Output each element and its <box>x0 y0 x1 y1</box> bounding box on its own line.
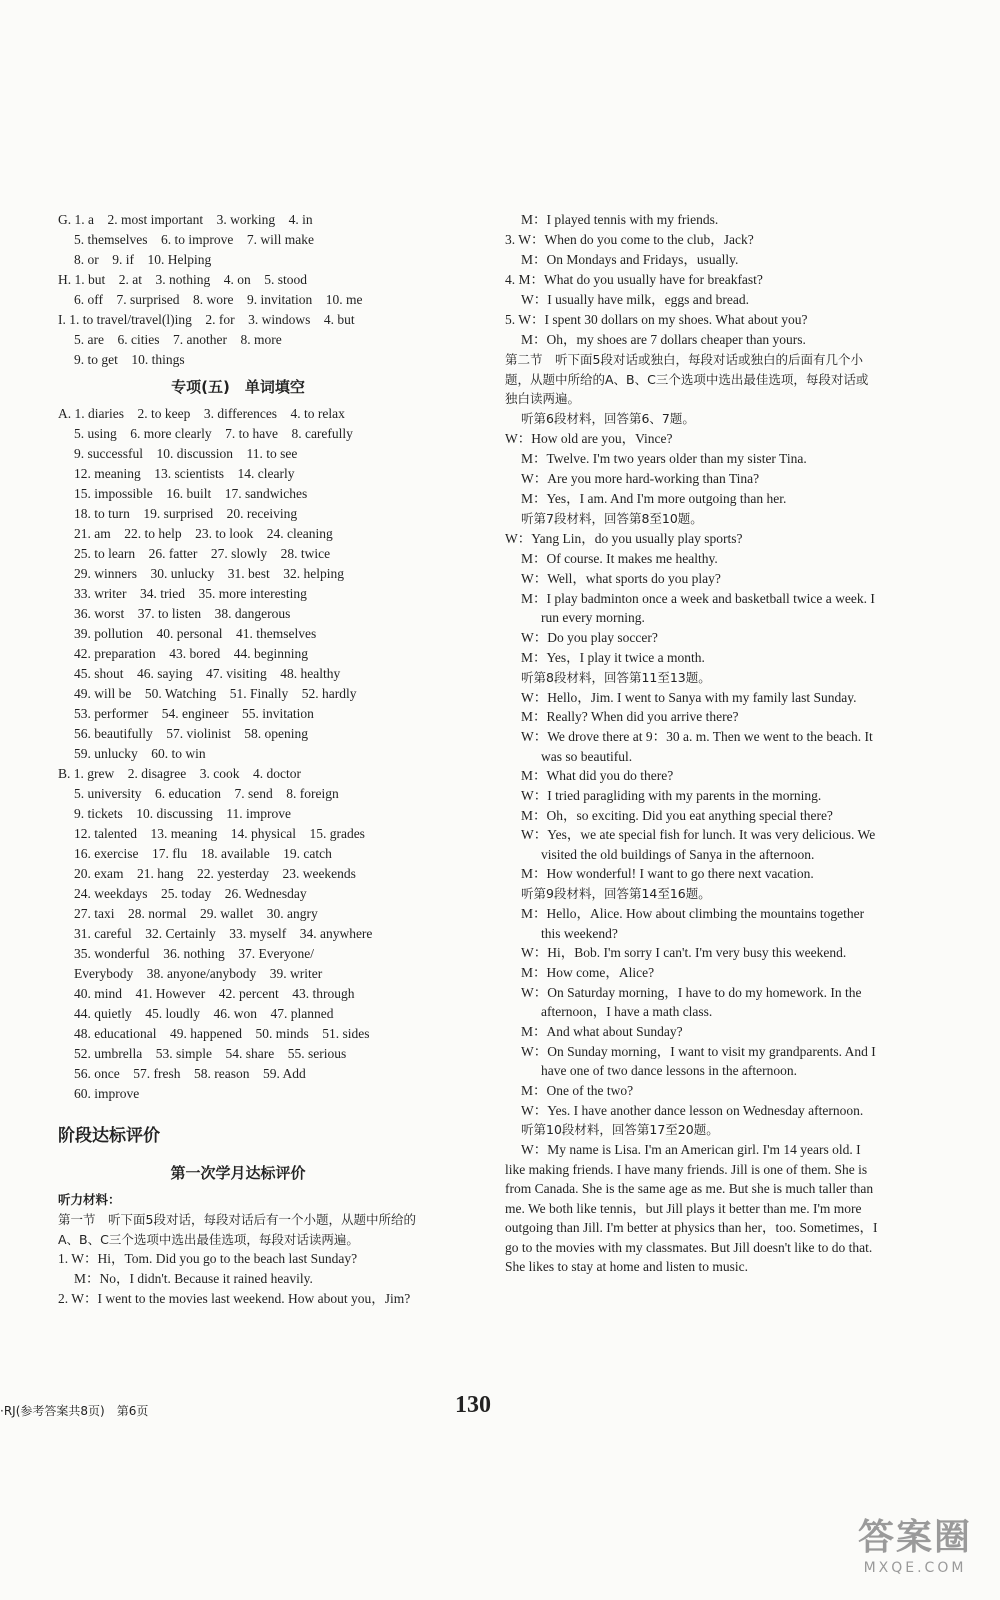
monologue: W：My name is Lisa. I'm an American girl. I'm 14 years old. I like making friends. I have many friends. Jill is one of them. She is from Canada. She is the same age as me. But she is much taller than me. We both like tennis，but Jill plays it better than me. I'm more outgoing than Jill. I'm better at physics than her，too. Sometimes，I go to the movies with my classmates. But Jill doesn't like to do that. She likes to stay at home and listen to music. <box>505 1142 878 1274</box>
list-line: 56. beautifully 57. violinist 58. opening <box>74 726 308 741</box>
list-line: W：Yes. I have another dance lesson on Wednesday afternoon. <box>521 1102 864 1118</box>
dialogue-line: 2. W：I went to the movies last weekend. How about you，Jim? <box>58 1291 411 1306</box>
list-line: 12. talented 13. meaning 14. physical 15. grades <box>74 826 365 841</box>
list-line: 24. weekdays 25. today 26. Wednesday <box>74 886 307 901</box>
answer-line: G. 1. a 2. most important 3. working 4. in <box>58 212 313 227</box>
list-line: 29. winners 30. unlucky 31. best 32. helping <box>74 566 344 581</box>
list-line: M：And what about Sunday? <box>521 1023 683 1039</box>
list-line: 3. W：When do you come to the club，Jack? <box>505 232 754 247</box>
list-line: W：Are you more hard-working than Tina? <box>521 470 760 486</box>
dialogue-line: M：No，I didn't. Because it rained heavily. <box>74 1271 313 1286</box>
page-number: 130 <box>455 1392 491 1418</box>
list-line: M：Yes，I play it twice a month. <box>521 649 705 665</box>
list-line: 56. once 57. fresh 58. reason 59. Add <box>74 1066 306 1081</box>
list-line: 25. to learn 26. fatter 27. slowly 28. twice <box>74 546 331 561</box>
list-line: Everybody 38. anyone/anybody 39. writer <box>74 966 323 981</box>
list-line: W：Well，what sports do you play? <box>521 570 721 586</box>
list-line: M：On Mondays and Fridays，usually. <box>521 252 739 267</box>
chapter-heading: 阶段达标评价 <box>58 1126 160 1146</box>
list-line: M：Twelve. I'm two years older than my sister Tina. <box>521 450 807 466</box>
list-line: M：Really? When did you arrive there? <box>521 709 739 724</box>
answer-line: I. 1. to travel/travel(l)ing 2. for 3. windows 4. but <box>58 312 355 327</box>
answer-line: 5. themselves 6. to improve 7. will make <box>74 232 314 247</box>
list-line: 20. exam 21. hang 22. yesterday 23. weekends <box>74 866 356 881</box>
list-line: 12. meaning 13. scientists 14. clearly <box>74 466 295 481</box>
material-heading: 听第8段材料，回答第11至13题。 <box>521 669 711 685</box>
test-title: 第一次学月达标评价 <box>170 1164 306 1182</box>
material-heading: 听第7段材料，回答第8至10题。 <box>521 510 703 526</box>
list-line: W：Hello，Jim. I went to Sanya with my family last Sunday. <box>521 689 857 705</box>
list-line: 5. university 6. education 7. send 8. foreign <box>74 786 339 801</box>
list-line: 39. pollution 40. personal 41. themselves <box>74 626 317 641</box>
list-line: W：I tried paragliding with my parents in the morning. <box>521 788 822 803</box>
list-line: W：On Saturday morning，I have to do my homework. In the afternoon，I have a math class. <box>521 984 862 1019</box>
answer-line: 9. to get 10. things <box>74 352 185 367</box>
list-line: 15. impossible 16. built 17. sandwiches <box>74 486 308 501</box>
page-footer: ·RJ(参考答案共8页) 第6页 <box>0 1404 149 1418</box>
list-line: 33. writer 34. tried 35. more interesting <box>74 586 307 601</box>
answer-list-b <box>58 764 418 1104</box>
list-line: W：Yang Lin，do you usually play sports? <box>505 530 743 546</box>
list-line: 52. umbrella 53. simple 54. share 55. serious <box>74 1046 347 1061</box>
answer-list-a <box>58 404 418 764</box>
listening-label: 听力材料： <box>58 1192 121 1207</box>
list-line: M：One of the two? <box>521 1082 634 1098</box>
section-instruction: 第一节 听下面5段对话，每段对话后有一个小题，从题中所给的A、B、C三个选项中选出最佳选项，每段对话读两遍。 <box>58 1212 416 1247</box>
list-line: W：We drove there at 9：30 a. m. Then we went to the beach. It was so beautiful. <box>521 729 873 764</box>
list-line: M：Oh，my shoes are 7 dollars cheaper than yours. <box>521 332 806 347</box>
answer-line: 8. or 9. if 10. Helping <box>74 252 212 267</box>
list-line: W：I usually have milk，eggs and bread. <box>521 292 749 307</box>
list-line: 48. educational 49. happened 50. minds 51. sides <box>74 1026 370 1041</box>
list-line: M：I played tennis with my friends. <box>521 212 719 227</box>
list-line: 42. preparation 43. bored 44. beginning <box>74 646 308 661</box>
list-line: W：On Sunday morning，I want to visit my grandparents. And I have one of two dance lessons in the afternoon. <box>521 1043 876 1078</box>
list-line: M：What did you do there? <box>521 768 674 783</box>
list-line: M：Oh，so exciting. Did you eat anything special there? <box>521 807 833 823</box>
dialogue-block <box>505 529 880 668</box>
list-line: 9. successful 10. discussion 11. to see <box>74 446 298 461</box>
watermark <box>858 1509 972 1576</box>
left-column <box>58 210 418 1309</box>
list-line: 60. improve <box>74 1086 140 1101</box>
list-line: 45. shout 46. saying 47. visiting 48. healthy <box>74 666 341 681</box>
material-heading: 听第9段材料，回答第14至16题。 <box>521 886 711 901</box>
list-line: W：Do you play soccer? <box>521 629 658 645</box>
list-line: 44. quietly 45. loudly 46. won 47. planned <box>74 1006 334 1021</box>
section-instruction: 第二节 听下面5段对话或独白，每段对话或独白的后面有几个小题，从题中所给的A、B、C三个选项中选出最佳选项，每段对话或独白读两遍。 <box>505 352 869 406</box>
list-line: 31. careful 32. Certainly 33. myself 34. anywhere <box>74 926 373 941</box>
list-line: M：Of course. It makes me healthy. <box>521 550 718 566</box>
dialogue-block <box>505 688 880 885</box>
list-line: M：Yes，I am. And I'm more outgoing than her. <box>521 490 787 506</box>
dialogue-block <box>505 904 880 1120</box>
list-line: W：Yes，we ate special fish for lunch. It was very delicious. We visited the old buildings of Sanya in the afternoon. <box>521 827 876 862</box>
section-heading: 专项(五) 单词填空 <box>171 378 305 396</box>
list-line: 4. M：What do you usually have for breakfast? <box>505 272 763 287</box>
material-heading: 听第6段材料，回答第6、7题。 <box>521 410 695 426</box>
dialogue-line: 1. W：Hi，Tom. Did you go to the beach last Sunday? <box>58 1251 358 1266</box>
list-line: 49. will be 50. Watching 51. Finally 52. hardly <box>74 686 357 701</box>
answer-line: H. 1. but 2. at 3. nothing 4. on 5. stood <box>58 272 307 287</box>
list-line: 16. exercise 17. flu 18. available 19. catch <box>74 846 332 861</box>
list-line: 59. unlucky 60. to win <box>74 746 206 761</box>
answer-line: 6. off 7. surprised 8. wore 9. invitation 10. me <box>74 292 363 307</box>
list-line: 18. to turn 19. surprised 20. receiving <box>74 506 298 521</box>
watermark-url: MXQE.COM <box>863 1560 967 1576</box>
list-line: M：How come，Alice? <box>521 964 655 980</box>
list-line: 35. wonderful 36. nothing 37. Everyone/ <box>74 946 314 961</box>
list-line: W：How old are you，Vince? <box>505 430 673 446</box>
list-line: W：Hi，Bob. I'm sorry I can't. I'm very busy this weekend. <box>521 945 847 960</box>
list-line: B. 1. grew 2. disagree 3. cook 4. doctor <box>58 766 301 781</box>
list-line: 36. worst 37. to listen 38. dangerous <box>74 606 291 621</box>
dialogue-block <box>505 429 880 509</box>
list-line: M：How wonderful! I want to go there next vacation. <box>521 866 814 881</box>
list-line: M：I play badminton once a week and basketball twice a week. I run every morning. <box>521 590 875 625</box>
list-line: 5. using 6. more clearly 7. to have 8. carefully <box>74 426 353 441</box>
list-line: A. 1. diaries 2. to keep 3. differences 4. to relax <box>58 406 345 421</box>
list-line: 53. performer 54. engineer 55. invitation <box>74 706 314 721</box>
list-line: 21. am 22. to help 23. to look 24. cleaning <box>74 526 333 541</box>
list-line: 5. W：I spent 30 dollars on my shoes. What about you? <box>505 312 808 327</box>
answer-line: 5. are 6. cities 7. another 8. more <box>74 332 282 347</box>
dialogue-block <box>505 210 880 350</box>
list-line: 27. taxi 28. normal 29. wallet 30. angry <box>74 906 318 921</box>
material-heading: 听第10段材料，回答第17至20题。 <box>521 1122 719 1137</box>
list-line: 9. tickets 10. discussing 11. improve <box>74 806 291 821</box>
list-line: M：Hello，Alice. How about climbing the mountains together this weekend? <box>521 906 865 941</box>
watermark-logo: 答案圈 <box>857 1517 972 1558</box>
right-column <box>505 210 880 1277</box>
list-line: 40. mind 41. However 42. percent 43. through <box>74 986 355 1001</box>
